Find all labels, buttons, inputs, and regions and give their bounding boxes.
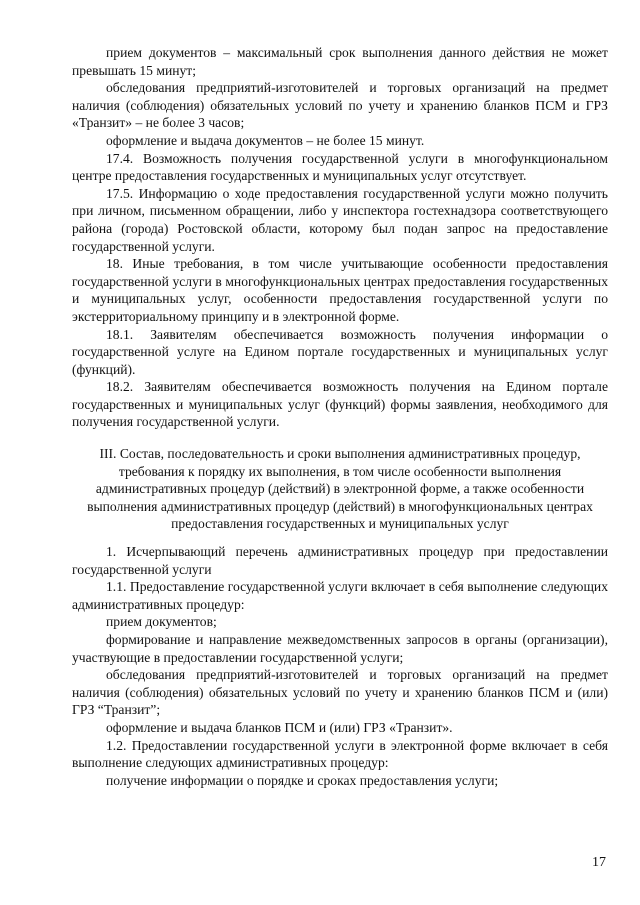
paragraph: обследования предприятий-изготовителей и торговых организаций на предмет наличия (соблюдения) обязательных условий по учету и хранению бланков ПСМ и ГРЗ «Транзит» – не более 3 часов; (72, 80, 608, 131)
paragraph-1-2: 1.2. Предоставлении государственной услуги в электронной форме включает в себя выполнение следующих административных процедур: (72, 737, 608, 771)
paragraph-17-4: 17.4. Возможность получения государственной услуги в многофункциональном центре предоставления государственных и муниципальных услуг отсутствует. (72, 150, 608, 184)
list-item: обследования предприятий-изготовителей и торговых организаций на предмет наличия (соблюдения) обязательных условий по учету и хранению бланков ПСМ и (или) ГРЗ “Транзит”; (72, 667, 608, 718)
list-item: получение информации о порядке и сроках предоставления услуги; (106, 772, 499, 788)
list-item: формирование и направление межведомственных запросов в органы (организации), участвующие в предоставлении государственной услуги; (72, 632, 608, 665)
paragraph-1-1: 1.1. Предоставление государственной услуги включает в себя выполнение следующих административных процедур: (72, 579, 608, 612)
document-page (72, 44, 608, 789)
paragraph: прием документов – максимальный срок выполнения данного действия не может превышать 15 минут; (72, 45, 608, 78)
paragraph-18-1: 18.1. Заявителям обеспечивается возможность получения информации о государственной услуге на Едином портале государственных и муниципальных услуг (функций). (72, 326, 608, 377)
list-item: оформление и выдача бланков ПСМ и (или) ГРЗ «Транзит». (106, 719, 453, 735)
paragraph-1: 1. Исчерпывающий перечень административных процедур при предоставлении государственной услуги (72, 544, 608, 577)
paragraph-18: 18. Иные требования, в том числе учитывающие особенности предоставления государственной услуги в многофункциональных центрах предоставления государственных и муниципальных услуг, особенности предоставления государственной услуги по экстерриториальному принципу и в электронной форме. (72, 256, 608, 324)
page-number: 17 (592, 855, 606, 870)
section-heading: III. Состав, последовательность и сроки выполнения административных процедур, требования к порядку их выполнения, в том числе особенности выполнения административных процедур (действий) в электронной форме, а также особенности выполнения административных процедур (действий) в многофункциональных центрах предоставления государственных и муниципальных услуг (87, 446, 593, 532)
paragraph-17-5: 17.5. Информацию о ходе предоставления государственной услуги можно получить при личном, письменном обращении, либо у инспектора гостехнадзора соответствующего района (города) Ростовской области, которому был подан запрос на предоставление государственной услуги. (72, 185, 608, 254)
paragraph: оформление и выдача документов – не более 15 минут. (106, 132, 425, 148)
list-item: прием документов; (106, 614, 217, 630)
paragraph-18-2: 18.2. Заявителям обеспечивается возможность получения на Едином портале государственных и муниципальных услуг (функций) формы заявления, необходимого для получения государственной услуги. (72, 379, 608, 430)
